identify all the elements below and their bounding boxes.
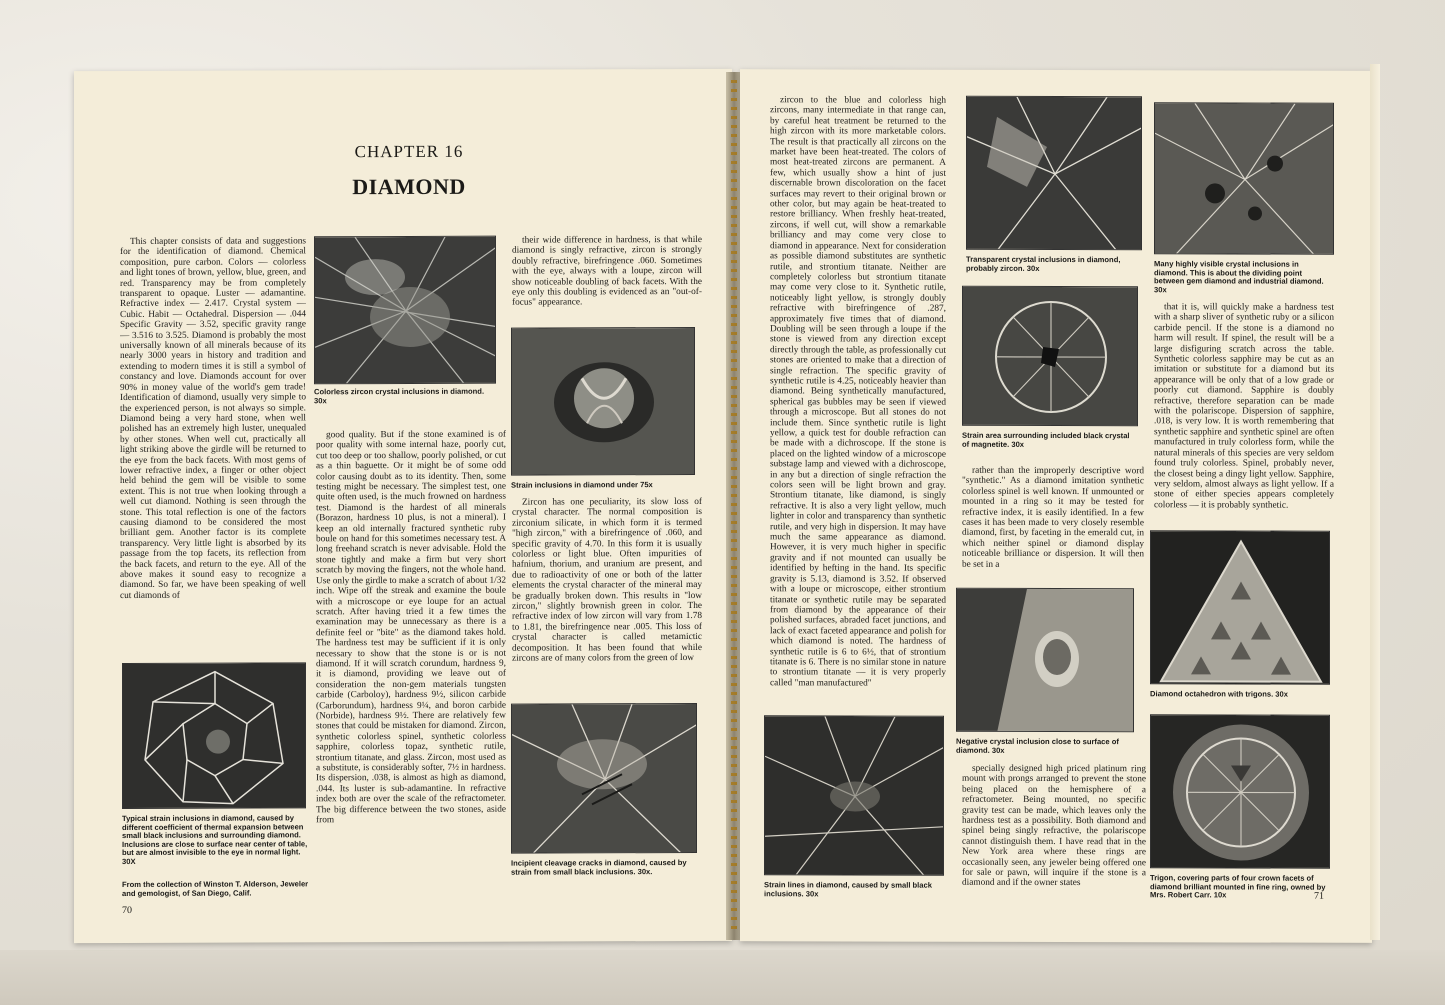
photo-octahedron-image [1151, 531, 1330, 684]
cloth-fold [0, 950, 1445, 1005]
photo-strain-75x [511, 327, 695, 476]
caption-transparent: Transparent crystal inclusions in diamond, probably zircon. 30x [966, 254, 1121, 273]
right-column-3 [1154, 302, 1334, 522]
left-column-1 [120, 236, 306, 652]
photo-cleavage-cracks [511, 703, 697, 854]
caption-zircon: Colorless zircon crystal inclusions in diamond. 30x [314, 386, 485, 405]
photo-octahedron [1150, 530, 1330, 684]
photo-negative-image [957, 589, 1134, 732]
caption-typical: Typical strain inclusions in diamond, caused by different coefficient of thermal expansion between small black inclusions and surrounding diamond. Inclusions are close to surface near center of table, but are almost invisible to the eye in normal light. 30X [122, 813, 308, 866]
photo-strain-area [962, 286, 1138, 426]
left-column-3-bottom [512, 497, 702, 694]
photo-transparent-inclusions [966, 96, 1142, 250]
caption-negative: Negative crystal inclusion close to surface of diamond. 30x [956, 736, 1119, 755]
caption-octahedron: Diamond octahedron with trigons. 30x [1150, 689, 1288, 699]
caption-strain-lines: Strain lines in diamond, caused by small black inclusions. 30x [764, 880, 932, 898]
photo-strain-lines [764, 715, 944, 875]
left-column-2 [316, 430, 506, 931]
right-column-2-bottom [962, 764, 1146, 932]
left-column-3-top [512, 235, 702, 324]
left-col3-top-paragraph: their wide difference in hardness, is that while diamond is singly refractive, zircon is strongly doubly refractive, birefringence .060. Sometimes with the eye, always with a loupe, zircon will show noticeable doubling of back facets. With the eye only this doubling is evidenced as an "out-of-focus" appearance. [512, 234, 702, 309]
photo-zircon-inclusions [314, 236, 496, 385]
right-column-2-top [962, 466, 1144, 582]
chapter-title: DIAMOND [352, 173, 466, 200]
photo-typical-image [123, 663, 306, 809]
right-page [740, 69, 1372, 943]
photo-zircon-image [315, 237, 496, 385]
photo-cleavage-image [512, 704, 697, 854]
caption-trigon: Trigon, covering parts of four crown facets of diamond brilliant mounted in fine ring, owned by Mrs. Robert Carr. 10x [1150, 873, 1326, 900]
photo-transparent-image [967, 97, 1142, 250]
right-col3-paragraph: that it is, will quickly make a hardness test with a sharp sliver of synthetic ruby or a silicon carbide pencil. If the stone is a diamond no harm will result. If spinel, the result will be a large disfiguring scratch across the table. Synthetic colorless sapphire may be cut as an imitation or substitute for a diamond but its appearance will be only that of a low grade or poorly cut diamond. Sapphire is doubly refractive, therefore separation can be made with the polariscope. Dispersion of sapphire, .018, is very low. It is worth remembering that synthetic sapphire and synthetic spinel are often manufactured in truly colorless form, while the natural minerals of this species are very seldom found truly colorless. Spinel, probably never, the closest being a dingy light yellow. Sapphire, very seldom, almost always as light yellow. If a stone of either species appears completely colorless — it is probably synthetic. [1154, 302, 1334, 511]
photo-trigon [1150, 714, 1330, 868]
spiral-rings [731, 80, 737, 930]
photo-strain-area-image [963, 287, 1138, 426]
left-page [74, 69, 732, 943]
photo-typical-strain [122, 662, 306, 809]
page-stack-edge [1370, 64, 1380, 940]
photo-trigon-image [1151, 715, 1330, 868]
photo-strain-lines-image [765, 716, 944, 875]
right-col1-paragraph: zircon to the blue and colorless high zircons, many intermediate in that range can, by careful heat treatment be returned to the high zircon with its more marketable colors. The result is that practically all zircons on the market have been heat-treated. The colors of most heat-treated zircons are permanent. A few, which usually show a hint of just discernable brown discoloration on the facet surfaces may revert to their original brown or other color, but may again be heat-treated to restore brilliancy. When freshly heat-treated, zircons, if well cut, will show a remarkable brilliancy and may come very close to diamond in appearance. Next for consideration as possible diamond substitutes are synthetic rutile, and strontium titanate. Neither are completely colorless but strontium titanate may come very close to it. Synthetic rutile, noticeably light yellow, is strongly doubly refractive with birefringence of .287, approximately five times that of diamond. Doubling will be seen through a loupe if the stone is viewed from any direction except directly through the table, as professionally cut stones are oriented to make that a direction of single refraction. The specific gravity of synthetic rutile is 4.25, noticeably heavier than diamond. Being synthetically manufactured, spherical gas bubbles may be seen if viewed through a microscope. But all stones do not include them. Since synthetic rutile is light yellow, a quick test for double refraction can be made with a dichroscope. If the stone is placed on the lighted window of a microscope substage lamp and viewed with a dichroscope, in any but a direction of single refraction the colors seen will be light brown and gray. Strontium titanate, like diamond, is singly refractive. It is also a very light yellow, much lighter in color and transparency than synthetic rutile, and very high in dispersion. It may have much the same appearance as diamond. However, it is very much higher in specific gravity and if not mounted can usually be identified by hefting in the hand. Its specific gravity is 5.13, diamond is 3.52. If observed with a loupe or microscope, either strontium titanate or synthetic rutile may be separated from diamond by the appearance of their polished surfaces, abraded facet junctions, and lack of exact faceted appearance and polish for which diamond is noted. The hardness of synthetic rutile is 6 to 6½, that of strontium titanate is 6. There is no similar stone in nature to strontium titanate — it is very properly called "man manufactured" [770, 95, 946, 689]
left-col3-bottom-paragraph: Zircon has one peculiarity, its slow loss of crystal character. The normal composition is zirconium silicate, in which form it is termed "high zircon," with a birefringence of .060, and specific gravity of 4.70. In this form it is usually colorless or light blue. Often impurities of hafnium, thorium, and uranium are present, and due to radioactivity of one or both of the latter elements the crystal character of the mineral may be gradually broken down. This results in "low zircon," slightly brownish green in color. The refractive index of low zircon will vary from 1.78 to 1.81, the birefringence near .005. This loss of crystal character is called metamictic decomposition. It has been found that while zircons are of many colors from the green of low [512, 496, 702, 664]
caption-visible: Many highly visible crystal inclusions in diamond. This is about the dividing point between gem diamond and industrial diamond. 30x [1154, 259, 1324, 295]
right-col2-top-paragraph: rather than the improperly descriptive word "synthetic." As a diamond imitation synthetic colorless spinel is well known. If unmounted or mounted in a ring so it may be tested for refractive index, it is easily identified. In a few cases it has been made to very closely resemble diamond, first, by faceting in the emerald cut, in which neither spinel or diamond display noticeable brilliance or dispersion. It will then be set in a [962, 465, 1144, 570]
photo-visible-inclusions [1154, 102, 1334, 254]
page-number-right: 71 [1314, 890, 1324, 902]
left-col1-paragraph: This chapter consists of data and suggestions for the identification of diamond. Chemical composition, pure carbon. Colors — colorless and light tones of brown, yellow, blue, green, and red. Transparency may be from completely transparent to opaque. Luster — adamantine. Refractive index — 2.417. Crystal system — Cubic. Habit — Octahedral. Dispersion — .044 Specific Gravity — 3.52, specific gravity range — 3.516 to 3.525. Diamond is probably the most universally known of all minerals because of its nearly 3000 years in history and tradition and extending to modern times it is still a symbol of constancy and love. Diamonds account for over 90% in money value of the world's gem trade! Identification of diamond, usually very simple to the experienced person, is not always so simple. Diamond being a very hard stone, when well polished has an extremely high luster, unequaled by other stones. When well cut, practically all light striking above the girdle will be returned to the eye from the back facets. With most gems of lower refractive index, a finger or other object held behind the gem will be visible to some extent. This is not true when looking through a well cut diamond. Nothing is seen through the stone. This total reflection is one of the factors causing diamond to be considered the most brilliant gem. Another factor is its complete transparency. Very little light is absorbed by its passage from the top facets, its reflection from the back facets, and return to the eye. All of the above makes it sound easy to recognize a diamond. So far, we have been speaking of well cut diamonds of [120, 236, 306, 601]
caption-strain-area: Strain area surrounding included black crystal of magnetite. 30x [962, 430, 1130, 449]
caption-typical-credit: From the collection of Winston T. Alderson, Jeweler and gemologist, of San Diego, Calif. [122, 879, 309, 898]
photo-negative-crystal [956, 588, 1134, 732]
page-number-left: 70 [122, 904, 132, 916]
left-col2-paragraph: good quality. But if the stone examined is of poor quality with some internal haze, poorly cut, cut too deep or too shallow, poorly polished, or cut as a thin baguette. Or it might be of some odd color causing doubt as to its identity. Then, some testing might be necessary. The simplest test, one quite often used, is the much frowned on hardness test. Diamond is the hardest of all minerals (Borazon, hardness 10 plus, is not a mineral). I keep an old internally fractured synthetic ruby boule on hand for this sometimes necessary test. A long freehand scratch is never advisable. Hold the stone tightly and make a firm but very short scratch by moving the fingers, not the whole hand. Use only the girdle to make a scratch of about 1/32 inch. Wipe off the streak and examine the boule with a microscope or eye loupe for an actual scratch. After having tried it a few times the examination may be unnecessary as there is a definite feel or "bite" as the diamond takes hold. The hardness test may be sufficient if it is only necessary to show that the stone is or is not diamond. If it will scratch corundum, hardness 9, it is diamond, providing we leave out of consideration the non-gem materials tungsten carbide (Carboloy), hardness 9½, silicon carbide (Carborundum), hardness 9¼, and boron carbide (Norbide), hardness 9½. There are relatively few stones that could be mistaken for diamond. Zircon, synthetic colorless spinel, synthetic colorless sapphire, colorless topaz, synthetic rutile, strontium titanate, and glass. Zircon, most used as a substitute, is considerably softer, 7½ in hardness. Its dispersion, .038, is almost as high as diamond, .044. Its luster is sub-adamantine. In refractive index both are over the scale of the refractometer. The big difference between the two stones, aside from [316, 429, 506, 826]
chapter-heading: CHAPTER 16 [354, 141, 464, 162]
photo-visible-image [1155, 103, 1334, 254]
caption-cleavage: Incipient cleavage cracks in diamond, caused by strain from small black inclusions. 30x. [511, 858, 687, 877]
photo-strain-image [512, 328, 695, 476]
right-col2-bottom-paragraph: specially designed high priced platinum ring mount with prongs arranged to prevent the stone being placed on the hemisphere of a refractometer. Being mounted, no specific gravity test can be made, which leaves only the hardness test as a possibility. Both diamond and spinel being singly refractive, the polariscope cannot distinguish them. I have read that in the New York area where these rings are occasionally seen, any jeweler being offered one for sale or pawn, will inquire if the stone is a diamond and if the owner states [962, 763, 1146, 889]
right-column-1 [770, 95, 946, 703]
caption-strain-75x: Strain inclusions in diamond under 75x [511, 480, 653, 490]
